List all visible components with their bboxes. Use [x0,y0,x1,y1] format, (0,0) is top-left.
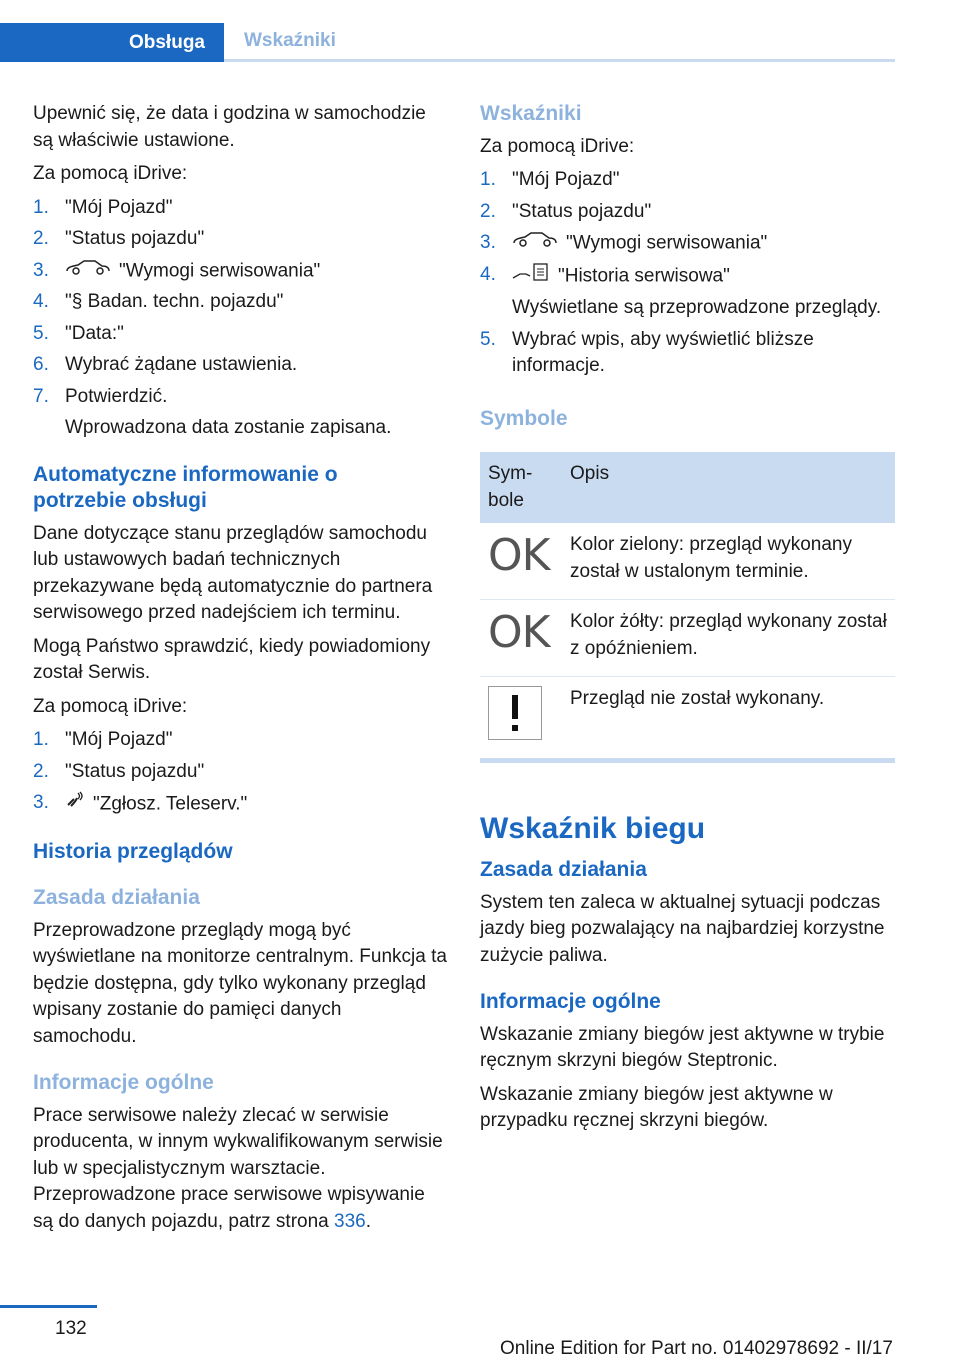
car-service-icon [512,230,558,257]
paragraph: System ten zaleca w aktualnej sytuacji podczas jazdy bieg pozwalający na najbardziej korzystne zużycie paliwa. [480,891,885,966]
column-header: Sym-bole [480,452,562,523]
step-number: 4. [33,291,49,313]
description-cell: Kolor żółty: przegląd wykonany został z opóźnieniem. [562,600,895,677]
step-number: 3. [480,232,496,253]
step-number: 5. [480,328,496,350]
section-heading: Symbole [480,406,568,430]
step-text: "Mój Pojazd" [65,196,173,218]
step-text: Potwierdzić. [65,385,168,407]
subsection-heading: Zasada działania [33,886,200,910]
table-row [480,600,895,677]
step-number: 1. [33,729,49,751]
list-item [33,727,448,754]
paragraph: Dane dotyczące stanu przeglądów samochodu lub ustawowych badań technicznych przekazywane będą automatycznie do partnera serwisowego przed nadejściem ich terminu. [33,522,433,624]
car-service-icon [65,258,111,285]
ok-green-icon: OK [488,530,550,582]
table-row [480,677,895,755]
subsection-heading: Informacje ogólne [33,1071,214,1095]
paragraph: Wskazanie zmiany biegów jest aktywne w trybie ręcznym skrzyni biegów Steptronic. [480,1023,885,1072]
exclamation-glyph [509,693,521,733]
tab-obsluga[interactable]: Obsługa [0,23,224,62]
list-item [33,321,448,348]
list-item [480,327,895,380]
step-text: Wybrać żądane ustawienia. [65,354,298,376]
section-heading: Wskaźniki [480,102,582,125]
paragraph: Wskazanie zmiany biegów jest aktywne w przypadku ręcznej skrzyni biegów. [480,1083,833,1132]
step-number: 3. [33,792,49,814]
table-row [480,523,895,600]
paragraph-text: Prace serwisowe należy zlecać w serwisie producenta, w innym wykwalifikowanym serwisie lub w specjalistycznym warsztacie. Przeprowadzone prace serwisowe wpisywanie są do danych pojazdu, patrz strona [33,1104,443,1232]
page-number: 132 [55,1318,87,1339]
step-text: "§ Badan. techn. pojazdu" [65,291,284,313]
exclamation-icon [488,686,542,740]
steps-list [33,727,448,819]
step-text: "Status pojazdu" [65,760,205,782]
chapter-heading: Wskaźnik biegu [480,812,706,846]
paragraph: Mogą Państwo sprawdzić, kiedy powiadomiony został Serwis. [33,635,431,684]
step-number: 5. [33,322,49,344]
tab-wskazniki[interactable]: Wskaźniki [224,23,895,62]
step-number: 6. [33,354,49,376]
subsection-heading: Informacje ogólne [480,990,661,1014]
step-text: "Status pojazdu" [65,228,205,249]
list-item [33,258,448,285]
column-header: Opis [562,452,895,523]
step-note: Wprowadzona data zostanie zapisana. [65,417,392,439]
step-number: 2. [33,760,49,782]
paragraph: Za pomocą iDrive: [33,163,188,184]
left-column [33,101,448,1242]
steps-list [480,167,895,380]
step-text: "Historia serwisowa" [558,265,730,287]
step-text: "Status pojazdu" [512,200,652,222]
table-header-row [480,452,895,523]
list-item [33,790,448,819]
list-item [33,759,448,786]
step-number: 2. [33,228,49,249]
step-text: "Wymogi serwisowania" [566,232,768,254]
symbols-table [480,452,895,754]
step-number: 7. [33,385,49,407]
subsection-heading: Zasada działania [480,858,647,882]
list-item [480,167,895,194]
table-bottom-rule [480,758,895,763]
step-number: 3. [33,259,49,281]
page-header [0,23,895,62]
section-heading: Historia przeglądów [33,839,233,863]
steps-list [33,195,448,442]
list-item [33,289,448,316]
teleservice-icon [65,790,85,819]
section-heading: Automatyczne informowanie o potrzebie obsługi [33,462,338,513]
service-history-icon [512,262,550,291]
list-item [480,199,895,226]
step-text: "Mój Pojazd" [65,729,173,751]
list-item [480,262,895,322]
paragraph: Upewnić się, że data i godzina w samochodzie są właściwie ustawione. [33,103,426,151]
step-number: 1. [480,169,496,190]
paragraph: Za pomocą iDrive: [33,695,188,717]
step-number: 4. [480,263,496,285]
paragraph-end: . [365,1210,372,1232]
edition-note: Online Edition for Part no. 01402978692 - II/17 [500,1338,893,1359]
paragraph [33,1103,448,1236]
list-item [480,230,895,257]
step-text: "Mój Pojazd" [512,169,620,190]
symbol-cell [480,677,562,755]
description-cell: Przegląd nie został wykonany. [570,688,825,710]
step-text: Wybrać wpis, aby wyświetlić bliższe informacje. [512,328,814,377]
page-link[interactable]: 336 [334,1210,366,1232]
step-text: "Data:" [65,322,124,344]
step-text: "Zgłosz. Teleserv." [93,793,248,815]
description-cell: Kolor zielony: przegląd wykonany został w ustalonym terminie. [562,523,895,600]
list-item [33,352,448,379]
symbol-cell [480,600,562,677]
footer-rule [0,1305,97,1308]
right-column [480,101,895,1142]
paragraph: Za pomocą iDrive: [480,135,635,157]
paragraph: Przeprowadzone przeglądy mogą być wyświetlane na monitorze centralnym. Funkcja ta będzie dostępna, gdy tylko wykonany przegląd wpisany zostanie do pamięci danych samochodu. [33,919,447,1047]
step-number: 2. [480,200,496,222]
step-text: "Wymogi serwisowania" [119,259,321,281]
symbol-cell [480,523,562,600]
ok-yellow-icon: OK [488,607,550,659]
list-item [33,195,448,222]
list-item [33,384,448,442]
list-item [33,226,448,253]
step-number: 1. [33,196,49,218]
step-note: Wyświetlane są przeprowadzone przeglądy. [512,297,882,319]
